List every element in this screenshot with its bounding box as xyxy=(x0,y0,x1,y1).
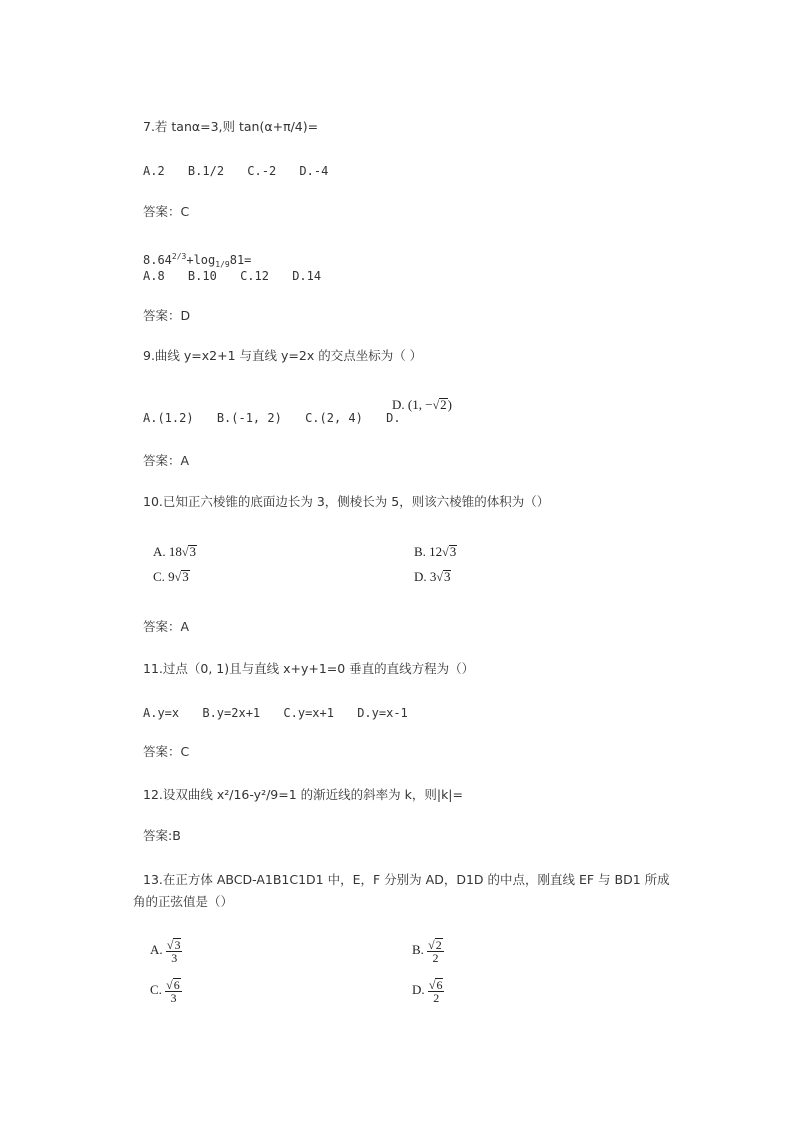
q7-option-d: D.-4 xyxy=(299,164,329,178)
q13-option-a-fraction xyxy=(166,938,183,964)
sqrt-symbol: √ xyxy=(436,570,443,584)
q12-stem: 12.设双曲线 x²/16-y²/9=1 的渐近线的斜率为 k，则|k|= xyxy=(143,787,463,802)
q10-option-b-radicand: 3 xyxy=(449,544,457,559)
q8-log: +log xyxy=(186,253,216,267)
radicand: 3 xyxy=(174,938,181,952)
q9-option-a: A.(1.2) xyxy=(143,411,194,425)
q9-answer: 答案：A xyxy=(143,453,190,468)
q9-option-c: C.(2, 4) xyxy=(305,411,363,425)
q8-stem-prefix: 8.64 xyxy=(143,253,172,267)
radicand: 6 xyxy=(436,978,443,992)
q10-option-c-radicand: 3 xyxy=(182,569,189,584)
fraction-denominator: 3 xyxy=(170,991,177,1005)
sqrt-symbol: √ xyxy=(428,938,435,952)
q10-option-d-radicand: 3 xyxy=(443,569,451,584)
fraction-denominator: 2 xyxy=(432,951,439,965)
q8-option-d: D.14 xyxy=(292,269,322,283)
sqrt-symbol: √ xyxy=(428,978,436,992)
fraction-numerator xyxy=(165,978,182,992)
q7-option-a: A.2 xyxy=(143,164,165,178)
q13-option-c-fraction xyxy=(165,978,182,1004)
q9-options xyxy=(143,410,401,426)
fraction-numerator xyxy=(427,938,444,952)
q9-option-d-label: D. xyxy=(392,397,405,412)
fraction-numerator xyxy=(428,978,445,992)
radicand: 6 xyxy=(173,978,180,992)
sqrt-symbol: √ xyxy=(166,978,173,992)
q13-option-c xyxy=(150,978,182,1004)
q8-options xyxy=(143,268,337,284)
q10-option-b-label: B. 12 xyxy=(414,544,443,559)
q9-option-d: D. xyxy=(386,411,401,425)
q7-option-c: C.-2 xyxy=(247,164,277,178)
q10-answer: 答案：A xyxy=(143,619,190,634)
q7-options xyxy=(143,163,344,179)
q8-stem-suffix: 81= xyxy=(229,253,252,267)
q13-option-a-label: A. xyxy=(150,941,163,957)
fraction-denominator: 2 xyxy=(433,991,440,1005)
q9-option-d-coord: (1, − xyxy=(407,397,433,412)
q12-answer: 答案:B xyxy=(143,828,181,843)
q11-stem: 11.过点（0, 1)且与直线 x+y+1=0 垂直的直线方程为（） xyxy=(143,661,475,676)
q10-option-a-label: A. 18 xyxy=(153,544,182,559)
q13-option-d-fraction xyxy=(428,978,445,1004)
q10-option-c xyxy=(153,569,190,585)
q8-log-base: 1/9 xyxy=(215,260,230,269)
sqrt-symbol: √ xyxy=(432,398,440,412)
q13-option-c-label: C. xyxy=(150,981,162,997)
sqrt-symbol: √ xyxy=(181,545,189,559)
fraction-numerator xyxy=(166,938,183,952)
q8-answer: 答案：D xyxy=(143,308,191,323)
q13-option-d xyxy=(412,978,444,1004)
q13-option-b-label: B. xyxy=(412,941,424,957)
q10-option-c-label: C. 9 xyxy=(153,569,175,584)
q11-option-d: D.y=x-1 xyxy=(357,706,408,720)
q11-option-a: A.y=x xyxy=(143,706,180,720)
q11-options xyxy=(143,705,424,721)
q10-stem: 10.已知正六棱锥的底面边长为 3，侧棱长为 5，则该六棱锥的体积为（） xyxy=(143,494,550,509)
q9-stem: 9.曲线 y=x2+1 与直线 y=2x 的交点坐标为（ ） xyxy=(143,348,423,363)
q11-option-b: B.y=2x+1 xyxy=(202,706,261,720)
q8-option-c: C.12 xyxy=(240,269,269,283)
q13-option-b xyxy=(412,938,444,964)
q10-option-a-radicand: 3 xyxy=(189,544,196,559)
q7-stem: 7.若 tanα=3,则 tan(α+π/4)= xyxy=(143,119,319,134)
q8-option-a: A.8 xyxy=(143,269,165,283)
q7-option-b: B.1/2 xyxy=(187,164,225,178)
sqrt-symbol: √ xyxy=(442,545,449,559)
q13-option-d-label: D. xyxy=(412,981,425,997)
q8-option-b: B.10 xyxy=(187,269,217,283)
q8-exponent: 2/3 xyxy=(171,252,187,261)
q11-answer: 答案：C xyxy=(143,744,190,759)
q13-stem-line2: 角的正弦值是（） xyxy=(133,894,234,909)
q9-option-d-radicand: 2 xyxy=(440,397,447,412)
q9-option-d-value xyxy=(392,397,452,413)
q11-option-c: C.y=x+1 xyxy=(283,706,334,720)
q13-stem-line1: 13.在正方体 ABCD-A1B1C1D1 中，E，F 分别为 AD，D1D 的中点，刚直线 EF 与 BD1 所成 xyxy=(143,872,670,887)
q7-answer: 答案：C xyxy=(143,204,190,219)
q10-option-b xyxy=(414,544,457,560)
q10-option-a xyxy=(153,544,197,560)
q10-option-d-label: D. 3 xyxy=(414,569,437,584)
q9-option-d-close: ) xyxy=(447,397,452,412)
radicand: 2 xyxy=(435,938,442,952)
sqrt-symbol: √ xyxy=(166,938,174,952)
fraction-denominator: 3 xyxy=(171,951,178,965)
q10-option-d xyxy=(414,569,451,585)
sqrt-symbol: √ xyxy=(174,570,182,584)
q13-option-b-fraction xyxy=(427,938,444,964)
q9-option-b: B.(-1, 2) xyxy=(216,411,282,425)
q13-option-a xyxy=(150,938,182,964)
